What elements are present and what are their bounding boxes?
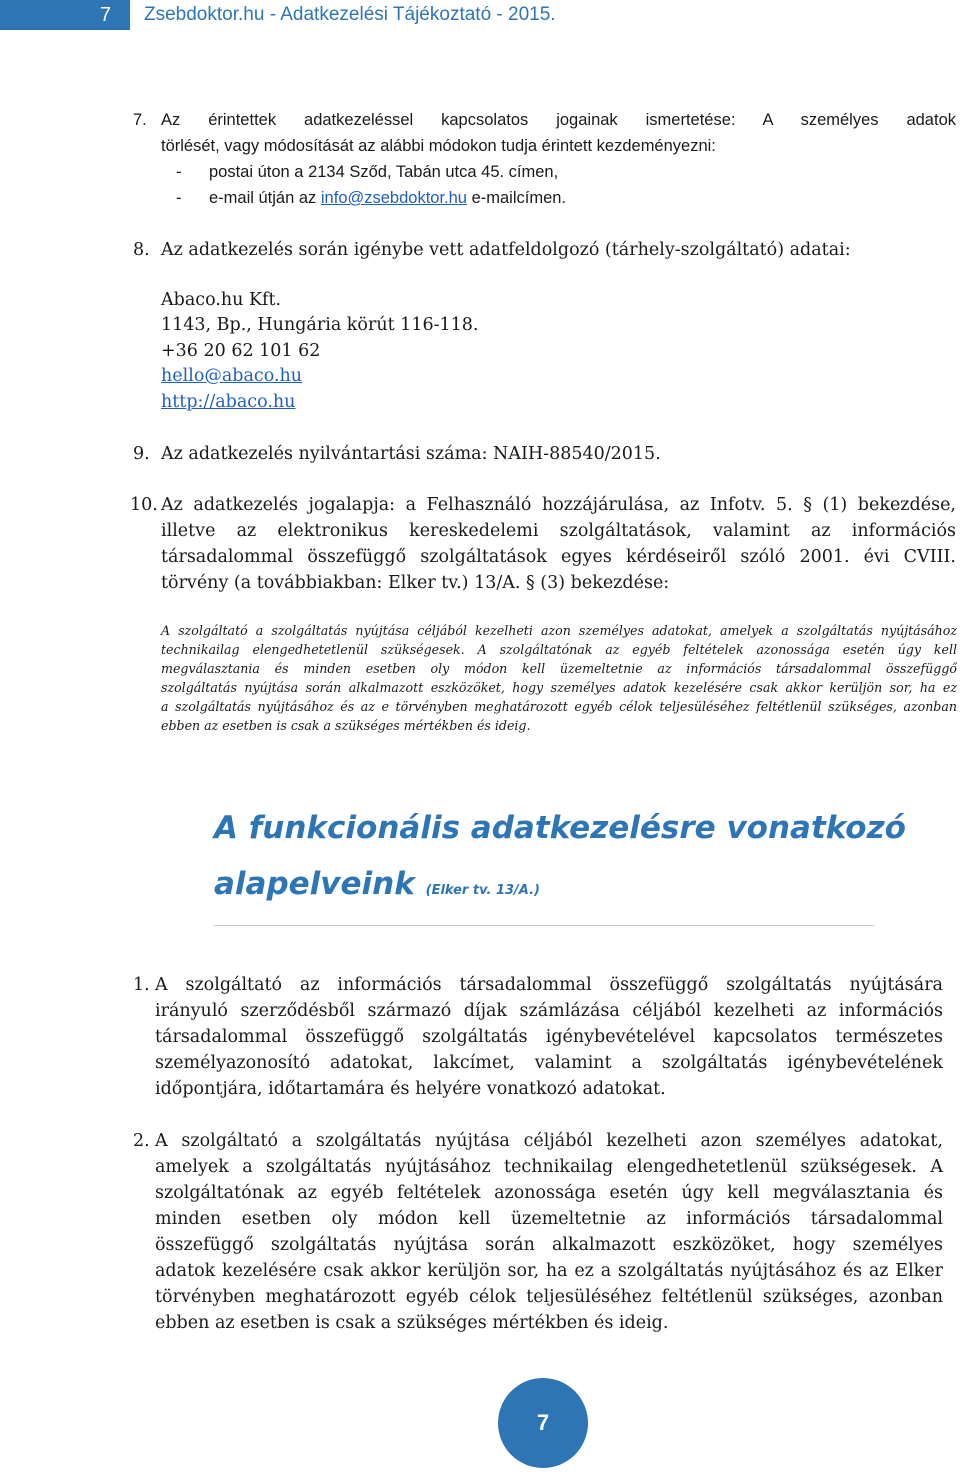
p1-line-1: A szolgáltató az információs társadalommal összefüggő szolgáltatás nyújtására (155, 975, 943, 995)
section-heading-line-2 (214, 866, 540, 902)
s7-line-2: törlését, vagy módosítását az alábbi módokon tudja érintett kezdeményezni: (161, 137, 716, 155)
p1-line-5: időpontjára, időtartamára és helyére vonatkozó adatokat. (155, 1079, 666, 1099)
page-header (0, 0, 960, 30)
heading-reference: (Elker tv. 13/A.) (425, 883, 540, 898)
s9-text: Az adatkezelés nyilvántartási száma: NAIH-88540/2015. (161, 444, 661, 464)
s9-number: 9. (133, 444, 150, 464)
bullet-dash: - (176, 163, 182, 181)
p1-line-4: személyazonosító adatokat, lakcímet, valamint a szolgáltatás igénybevételének (155, 1053, 943, 1073)
p2-number: 2. (133, 1131, 150, 1151)
s8-email (161, 364, 302, 388)
heading-divider (214, 925, 874, 926)
p2-line-2: amelyek a szolgáltatás nyújtásához technikailag elengedhetetlenül szükségesek. A (155, 1157, 943, 1177)
email-link-abaco[interactable]: hello@abaco.hu (161, 366, 303, 386)
quote-line-2: technikailag elengedhetetlenül szükségesek. A szolgáltatónak az egyéb feltételek azonossága esetén úgy kell (161, 642, 957, 657)
s7-bullet-1: postai úton a 2134 Sződ, Tabán utca 45. címen, (209, 163, 559, 181)
s8-company: Abaco.hu Kft. (161, 290, 282, 310)
s8-web (161, 390, 295, 414)
quote-line-4: szolgáltatás nyújtása során alkalmazott eszközöket, hogy személyes adatok kezelésére csak akkor kerüljön sor, ha ez (161, 680, 957, 695)
p1-number: 1. (133, 975, 150, 995)
header-page-number: 7 (0, 0, 130, 30)
s10-line-2: illetve az elektronikus kereskedelemi szolgáltatások, valamint az információs (161, 521, 956, 541)
quote-line-5: a szolgáltatás nyújtásához és az e törvényben meghatározott egyéb célok teljesüléséhez feltétlenül szükséges, azonban (161, 699, 957, 714)
p1-line-2: irányuló szerződésből származó díjak számlázása céljából kezelheti az információs (155, 1001, 943, 1021)
quote-line-1: A szolgáltató a szolgáltatás nyújtása céljából kezelheti azon személyes adatokat, amelyek a szolgáltatás nyújtásához (161, 623, 957, 638)
footer-page-number: 7 (498, 1378, 588, 1468)
p2-line-7: törvényben meghatározott egyéb célok teljesüléséhez feltétlenül szükséges, azonban (155, 1287, 943, 1307)
s8-number: 8. (133, 240, 150, 260)
s10-line-4: törvény (a továbbiakban: Elker tv.) 13/A. § (3) bekezdése: (161, 573, 670, 593)
p2-line-8: ebben az esetben is csak a szükséges mértékben és ideig. (155, 1313, 669, 1333)
p2-line-1: A szolgáltató a szolgáltatás nyújtása céljából kezelheti azon személyes adatokat, (155, 1131, 943, 1151)
p2-line-6: adatok kezelésére csak akkor kerüljön sor, ha ez a szolgáltatás nyújtásához és az Elker (155, 1261, 943, 1281)
quote-line-3: megválasztania és minden esetben oly módon kell üzemeltetnie az információs társadalommal összefüggő (161, 661, 957, 676)
p1-line-3: társadalommal összefüggő szolgáltatás igénybevételével kapcsolatos természetes (155, 1027, 943, 1047)
s10-number: 10. (130, 495, 158, 515)
web-link-abaco[interactable]: http://abaco.hu (161, 392, 296, 412)
s8-phone: +36 20 62 101 62 (161, 341, 321, 361)
s7-bullet-2 (209, 186, 566, 210)
s10-line-3: társadalommal összefüggő szolgáltatások egyes kérdéseiről szóló 2001. évi CVIII. (161, 547, 956, 567)
email-link-zsebdoktor[interactable]: info@zsebdoktor.hu (320, 189, 467, 207)
s10-line-1: Az adatkezelés jogalapja: a Felhasználó hozzájárulása, az Infotv. 5. § (1) bekezdése, (161, 495, 956, 515)
p2-line-3: szolgáltatónak az egyéb feltételek azonossága esetén úgy kell megválasztania és (155, 1183, 943, 1203)
header-title: Zsebdoktor.hu - Adatkezelési Tájékoztató - 2015. (144, 4, 556, 25)
p2-line-4: minden esetben oly módon kell üzemeltetnie az információs társadalommal (155, 1209, 943, 1229)
section-heading-line-1: A funkcionális adatkezelésre vonatkozó (214, 810, 906, 846)
s7-b2-suffix: e-mailcímen. (466, 189, 567, 207)
s8-text: Az adatkezelés során igénybe vett adatfeldolgozó (tárhely-szolgáltató) adatai: (161, 240, 851, 260)
s7-line-1: Az érintettek adatkezeléssel kapcsolatos jogainak ismertetése: A személyes adatok (161, 111, 956, 129)
bullet-dash: - (176, 189, 182, 207)
s7-b2-prefix: e-mail útján az (209, 189, 321, 207)
s7-number: 7. (133, 111, 147, 129)
heading-main: alapelveink (214, 866, 415, 902)
p2-line-5: összefüggő szolgáltatás nyújtása során alkalmazott eszközöket, hogy személyes (155, 1235, 943, 1255)
s8-address: 1143, Bp., Hungária körút 116-118. (161, 315, 479, 335)
quote-line-6: ebben az esetben is csak a szükséges mértékben és ideig. (161, 718, 531, 733)
